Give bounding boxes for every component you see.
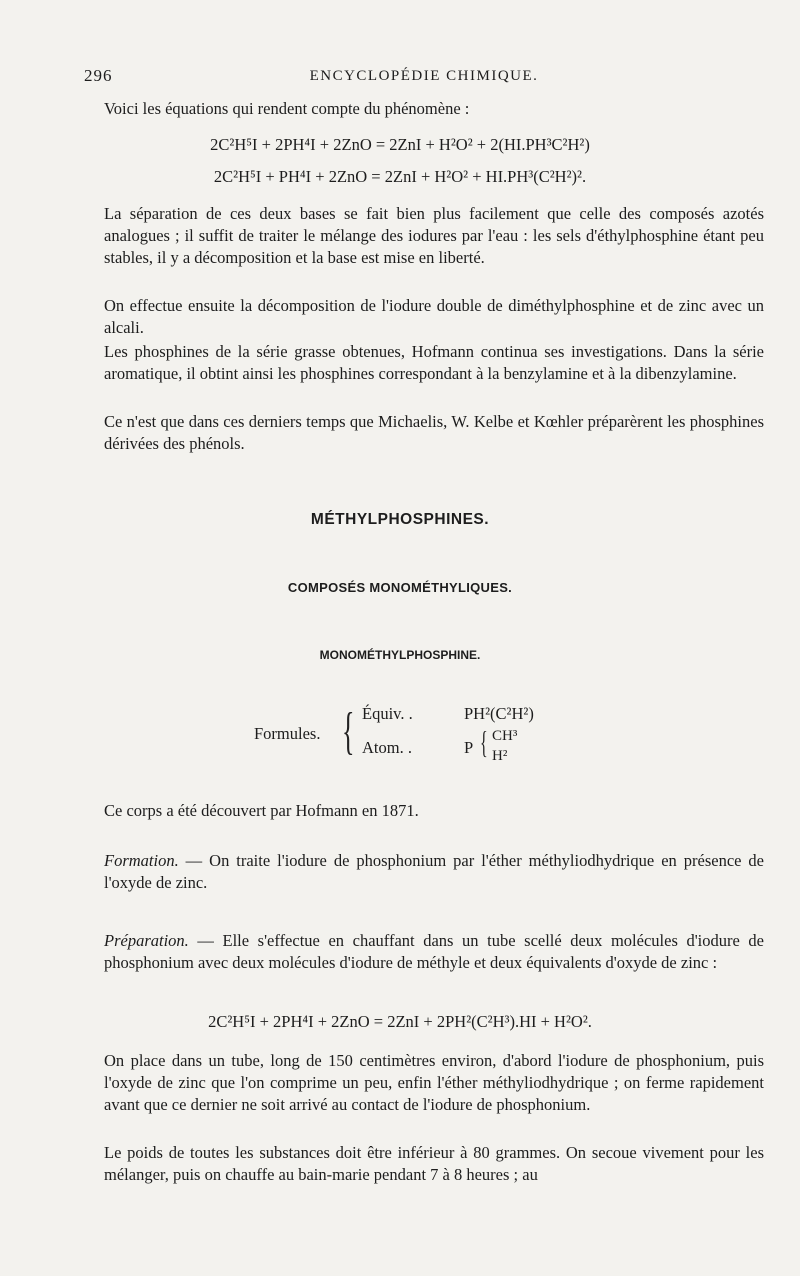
- preparation-paragraph: [104, 930, 764, 974]
- formula-block: [254, 700, 574, 770]
- page-number: 296: [84, 66, 113, 85]
- section-heading: MÉTHYLPHOSPHINES.: [310, 511, 490, 528]
- atom-formula-p: P: [464, 738, 474, 757]
- atom-label: Atom. .: [362, 738, 412, 757]
- paragraph-aromatic: Les phosphines de la série grasse obtenues, Hofmann continua ses investigations. Dans la série aromatique, il obtint ainsi les phosphines correspondant à la benzylamine et à la dibenzylamine.: [104, 342, 764, 383]
- compound-heading: MONOMÉTHYLPHOSPHINE.: [319, 648, 481, 662]
- intro-text: Voici les équations qui rendent compte du phénomène :: [104, 99, 470, 118]
- formula-label: Formules.: [254, 724, 321, 743]
- equiv-label: Équiv. .: [362, 704, 413, 723]
- running-head: ENCYCLOPÉDIE CHIMIQUE.: [309, 68, 539, 84]
- paragraph-procedure: On place dans un tube, long de 150 centimètres environ, d'abord l'iodure de phosphonium, puis l'oxyde de zinc que l'on comprime un peu, enfin l'éther méthyliodhydrique ; on ferme rapidement avant que ce dernier ne soit arrivé au contact de l'iodure de phosphonium.: [104, 1051, 764, 1114]
- preparation-text: — Elle s'effectue en chauffant dans un tube scellé deux molécules d'iodure de phosphonium avec deux molécules d'iodure de méthyle et deux équivalents d'oxyde de zinc :: [104, 931, 764, 972]
- formation-paragraph: [104, 850, 764, 894]
- subsection-heading: COMPOSÉS MONOMÉTHYLIQUES.: [287, 580, 513, 595]
- preparation-equation: 2C²H⁵I + 2PH⁴I + 2ZnO = 2ZnI + 2PH²(C²H³).HI + H²O².: [208, 1012, 592, 1031]
- paragraph-separation: La séparation de ces deux bases se fait bien plus facilement que celle des composés azotés analogues ; il suffit de traiter le mélange des iodures par l'eau : les sels d'éthylphosphine étant peu stables, il y a décomposition et la base est mise en liberté.: [104, 204, 764, 267]
- brace-icon: {: [342, 703, 355, 760]
- formation-text: — On traite l'iodure de phosphonium par l'éther méthyliodhydrique en présence de l'oxyde de zinc.: [104, 851, 764, 892]
- paragraph-weight: Le poids de toutes les substances doit être inférieur à 80 grammes. On secoue vivement pour les mélanger, puis on chauffe au bain-marie pendant 7 à 8 heures ; au: [104, 1143, 764, 1184]
- paragraph-phenols: Ce n'est que dans ces derniers temps que Michaelis, W. Kelbe et Kœhler préparèrent les phosphines dérivées des phénols.: [104, 412, 764, 453]
- equation-2: 2C²H⁵I + PH⁴I + 2ZnO = 2ZnI + H²O² + HI.PH³(C²H²)².: [213, 167, 587, 186]
- discovery-text: Ce corps a été découvert par Hofmann en 1871.: [104, 801, 419, 820]
- equation-1: 2C²H⁵I + 2PH⁴I + 2ZnO = 2ZnI + H²O² + 2(HI.PH³C²H²): [210, 135, 590, 154]
- atom-formula-ch3: CH³: [492, 728, 518, 744]
- equiv-formula: PH²(C²H²): [464, 704, 534, 723]
- atom-formula-h2: H²: [492, 748, 508, 764]
- page-header: [84, 66, 764, 90]
- paragraph-decomposition: On effectue ensuite la décomposition de l'iodure double de diméthylphosphine et de zinc avec un alcali.: [104, 296, 764, 337]
- preparation-label: Préparation.: [104, 931, 189, 950]
- small-brace-icon: {: [480, 724, 488, 760]
- formation-label: Formation.: [104, 851, 179, 870]
